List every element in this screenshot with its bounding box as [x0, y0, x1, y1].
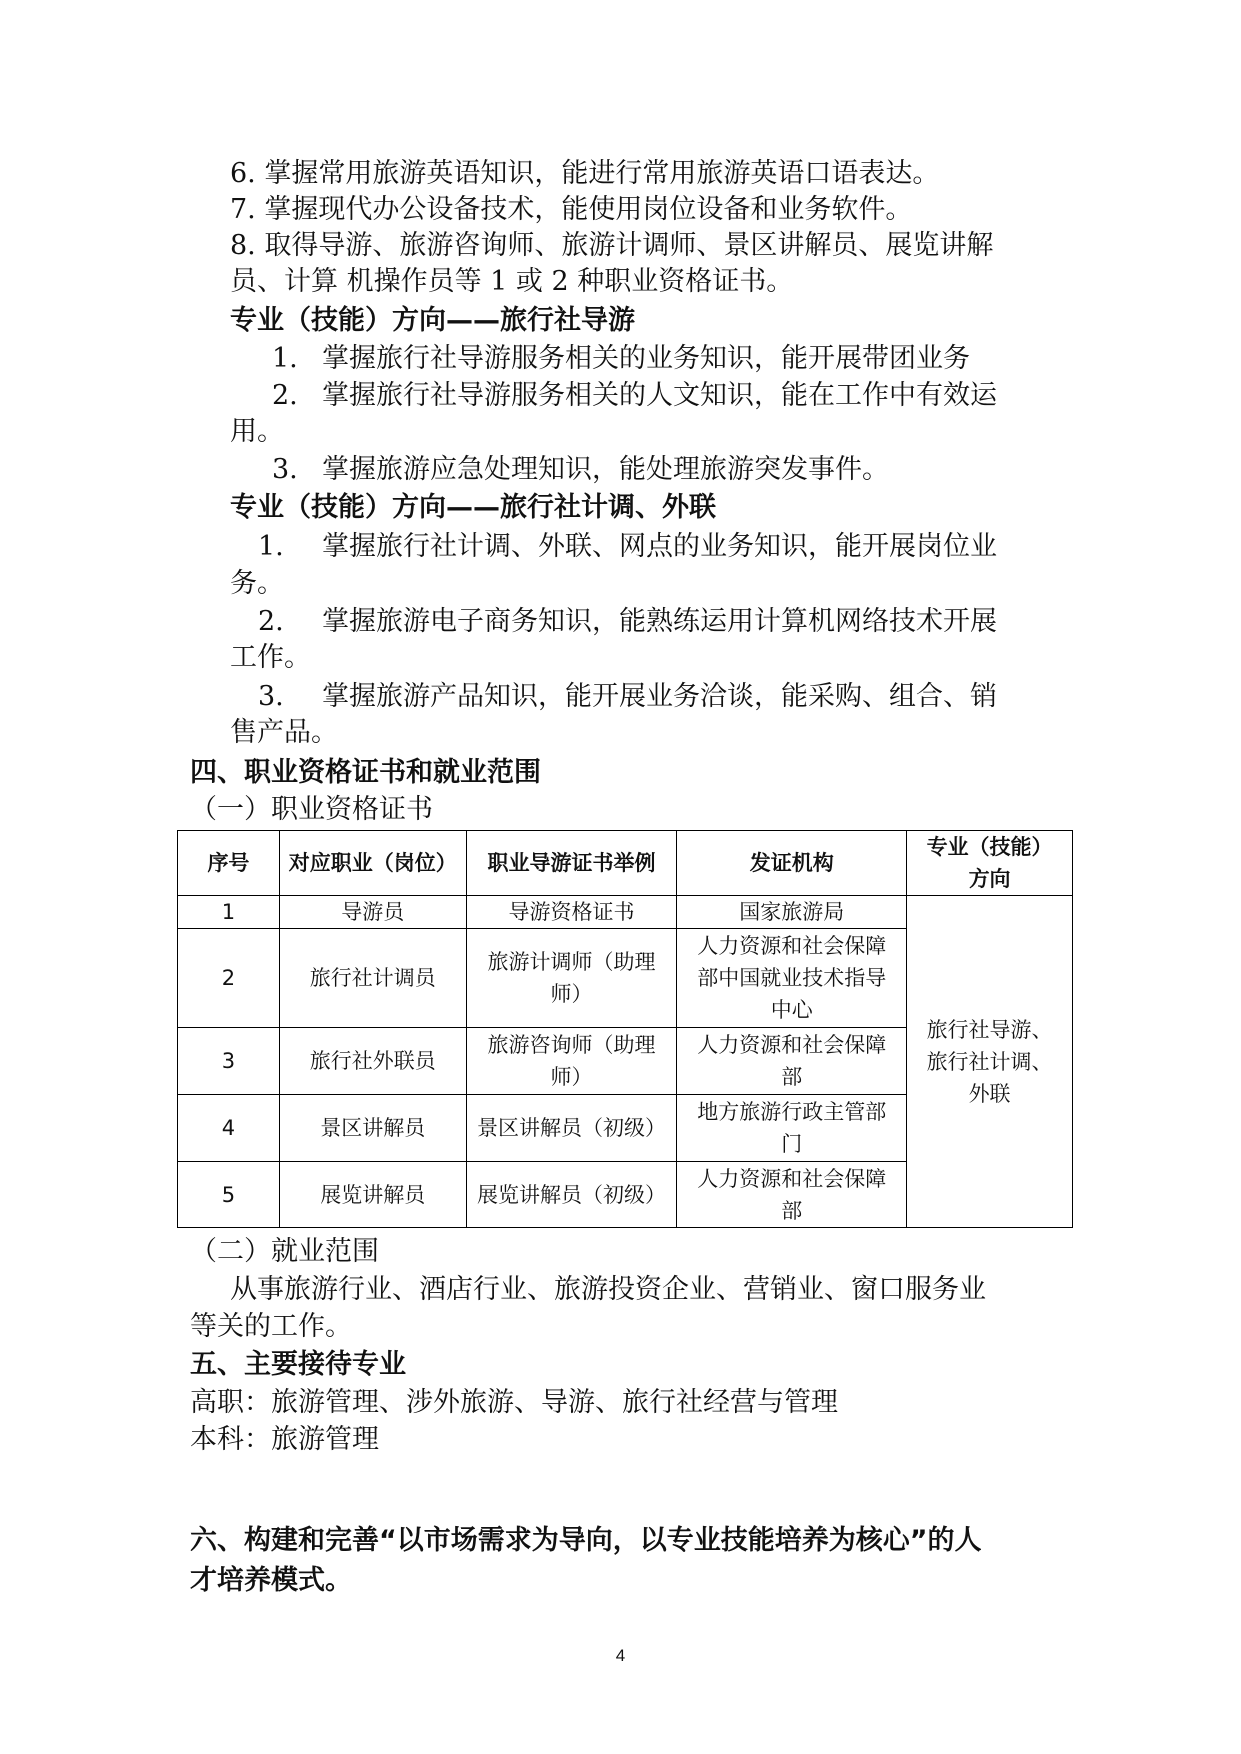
- d2-item-2-cont: 工作。: [230, 642, 311, 673]
- cell-job: 景区讲解员: [279, 1095, 466, 1162]
- employment-line-1: 从事旅游行业、酒店行业、旅游投资企业、营销业、窗口服务业: [230, 1274, 986, 1305]
- d1-item-1: [272, 341, 970, 377]
- intro-item-7: 7. 掌握现代办公设备技术，能使用岗位设备和业务软件。: [230, 194, 913, 225]
- cell-org: 国家旅游局: [677, 896, 907, 929]
- cell-org: 地方旅游行政主管部门: [677, 1095, 907, 1162]
- cell-direction: 旅行社导游、旅行社计调、外联: [907, 896, 1073, 1228]
- section5-line-1: 高职：旅游管理、涉外旅游、导游、旅行社经营与管理: [190, 1387, 838, 1418]
- intro-item-8: 8. 取得导游、旅游咨询师、旅游计调师、景区讲解员、展览讲解: [230, 230, 994, 261]
- header-cert: 职业导游证书举例: [466, 831, 677, 896]
- cell-org: 人力资源和社会保障部: [677, 1028, 907, 1095]
- d2-item-2-text: 掌握旅游电子商务知识，能熟练运用计算机网络技术开展: [322, 606, 997, 637]
- d2-item-1-cont: 务。: [230, 568, 284, 599]
- d1-item-1-num: 1.: [272, 343, 298, 374]
- d2-item-3: [258, 679, 997, 715]
- section4-sub2: （二）就业范围: [190, 1236, 379, 1267]
- direction2-heading: 专业（技能）方向——旅行社计调、外联: [230, 492, 716, 523]
- certificate-table: [177, 830, 1073, 1228]
- d2-item-1-text: 掌握旅行社计调、外联、网点的业务知识，能开展岗位业: [322, 531, 997, 562]
- header-job: 对应职业（岗位）: [279, 831, 466, 896]
- cell-cert: 旅游计调师（助理师）: [466, 929, 677, 1028]
- cell-cert: 导游资格证书: [466, 896, 677, 929]
- direction1-heading: 专业（技能）方向——旅行社导游: [230, 305, 635, 336]
- d2-item-3-cont: 售产品。: [230, 717, 338, 748]
- section6-heading: 六、构建和完善“以市场需求为导向，以专业技能培养为核心”的人: [190, 1525, 982, 1556]
- page-number: 4: [615, 1646, 626, 1665]
- d2-item-2: [258, 604, 997, 640]
- d1-item-2: [272, 378, 997, 414]
- cell-cert: 旅游咨询师（助理师）: [466, 1028, 677, 1095]
- section6-heading-cont: 才培养模式。: [190, 1565, 352, 1596]
- section4-heading: 四、职业资格证书和就业范围: [190, 757, 541, 788]
- header-org: 发证机构: [677, 831, 907, 896]
- cell-job: 导游员: [279, 896, 466, 929]
- table-row: [178, 896, 1073, 929]
- section5-line-2: 本科：旅游管理: [190, 1424, 379, 1455]
- d2-item-2-num: 2.: [258, 606, 284, 637]
- section4-sub1: （一）职业资格证书: [190, 794, 433, 825]
- d2-item-3-text: 掌握旅游产品知识，能开展业务洽谈，能采购、组合、销: [322, 681, 997, 712]
- intro-item-8-cont: 员、计算 机操作员等 1 或 2 种职业资格证书。: [230, 266, 794, 297]
- cell-no: 2: [178, 929, 280, 1028]
- cell-org: 人力资源和社会保障部: [677, 1162, 907, 1228]
- cell-cert: 展览讲解员（初级）: [466, 1162, 677, 1228]
- cell-no: 5: [178, 1162, 280, 1228]
- d1-item-2-text: 掌握旅行社导游服务相关的人文知识，能在工作中有效运: [322, 380, 997, 411]
- d1-item-3-num: 3.: [272, 454, 298, 485]
- d1-item-3-text: 掌握旅游应急处理知识，能处理旅游突发事件。: [322, 454, 889, 485]
- cell-no: 1: [178, 896, 280, 929]
- table-header-row: [178, 831, 1073, 896]
- d1-item-3: [272, 452, 889, 488]
- employment-line-2: 等关的工作。: [190, 1311, 352, 1342]
- header-no: 序号: [178, 831, 280, 896]
- d2-item-1-num: 1.: [258, 531, 284, 562]
- cell-job: 旅行社计调员: [279, 929, 466, 1028]
- d2-item-3-num: 3.: [258, 681, 284, 712]
- cell-cert: 景区讲解员（初级）: [466, 1095, 677, 1162]
- d1-item-1-text: 掌握旅行社导游服务相关的业务知识，能开展带团业务: [322, 343, 970, 374]
- d1-item-2-cont: 用。: [230, 416, 284, 447]
- intro-item-6: 6. 掌握常用旅游英语知识，能进行常用旅游英语口语表达。: [230, 158, 940, 189]
- d2-item-1: [258, 529, 997, 565]
- section5-heading: 五、主要接待专业: [190, 1349, 406, 1380]
- cell-job: 旅行社外联员: [279, 1028, 466, 1095]
- cell-org: 人力资源和社会保障部中国就业技术指导中心: [677, 929, 907, 1028]
- header-direction: 专业（技能）方向: [907, 831, 1073, 896]
- cell-job: 展览讲解员: [279, 1162, 466, 1228]
- d1-item-2-num: 2.: [272, 380, 298, 411]
- cell-no: 4: [178, 1095, 280, 1162]
- cell-no: 3: [178, 1028, 280, 1095]
